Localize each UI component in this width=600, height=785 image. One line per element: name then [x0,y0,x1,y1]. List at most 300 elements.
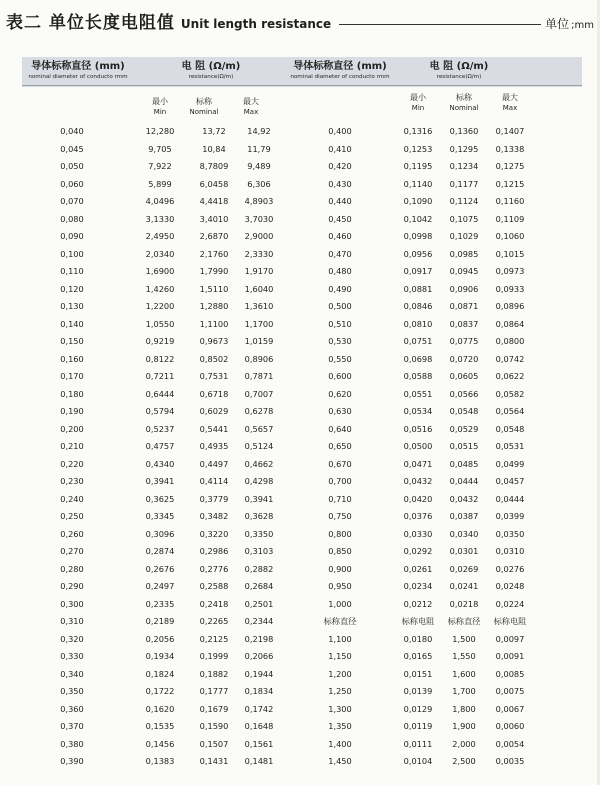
cell-nominal-right: 0,0387 [449,511,479,521]
cell-diameter-left: 0,310 [60,616,84,626]
cell-max-left: 0,6278 [244,406,274,416]
cell-min-left: 0,2874 [145,546,175,556]
cell-max-left: 0,8906 [244,353,274,364]
cell-max-right: 0,0457 [495,476,525,486]
cell-nominal-left: 0,3779 [199,493,229,504]
table-row [22,439,582,457]
cell-max-left: 0,2501 [244,598,274,609]
cell-min-right: 0,1253 [403,143,433,154]
cell-diameter-left: 0,040 [60,126,84,136]
cell-nominal-left: 0,4114 [199,476,229,486]
right-max-header-cn: 最大 [502,93,518,102]
cell-min-left: 0,1934 [145,651,175,661]
cell-diameter-left: 0,070 [60,196,84,206]
cell-max-right: 0,0973 [495,266,525,276]
cell-max-right: 0,1060 [495,231,525,241]
cell-diameter-left: 0,350 [60,686,84,696]
cell-nominal-left: 1,5110 [199,283,229,294]
cell-nominal-left: 2,1760 [199,248,229,259]
table-row [22,194,582,212]
cell-max-left: 0,7871 [244,371,274,381]
cell-diameter-right: 0,650 [328,441,352,451]
table-row [22,159,582,177]
cell-diameter-left: 0,110 [60,266,84,276]
table-row [22,474,582,492]
cell-min-right: 0,0420 [403,493,433,504]
cell-max-right: 0,0531 [495,441,525,451]
cell-min-right: 0,0180 [403,633,433,644]
cell-nominal-right: 0,0985 [449,248,479,259]
cell-diameter-right: 0,460 [328,231,352,241]
cell-max-left: 0,3350 [244,528,274,539]
cell-nominal-left: 13,72 [202,126,226,136]
left-diameter-header [28,60,128,81]
right-min-header-en: Min [411,104,425,112]
left-resistance-header-cn: 电 阻 (Ω/m) [181,61,241,72]
cell-nominal-right: 0,0269 [449,563,479,574]
cell-min-right: 0,0881 [403,283,433,294]
cell-max-right: 0,0097 [495,633,525,644]
cell-max-left: 11,79 [247,143,271,154]
cell-nominal-left: 0,1999 [199,651,229,661]
cell-nominal-left: 0,1507 [199,738,229,749]
table-row [22,737,582,755]
cell-min-left: 0,3625 [145,493,175,504]
cell-max-right: 0,1109 [495,213,525,224]
cell-nominal-right: 0,0605 [449,371,479,381]
cell-max-left: 1,6040 [244,283,274,294]
cell-diameter-right: 0,620 [328,388,352,399]
cell-max-right: 0,0582 [495,388,525,399]
cell-min-left: 0,2497 [145,581,175,591]
cell-diameter-right: 1,300 [328,703,352,714]
right-max-header [488,92,532,114]
table-row [22,544,582,562]
cell-nominal-right: 0,0515 [449,441,479,451]
cell-diameter-left: 0,090 [60,231,84,241]
cell-diameter-right: 0,800 [328,528,352,539]
cell-min-right: 0,0165 [403,651,433,661]
cell-min-left: 0,2676 [145,563,175,574]
cell-nominal-right: 0,0548 [449,406,479,416]
table-row [22,614,582,632]
right-nominal-header-cn: 标称 [456,93,472,102]
left-nominal-header-cn: 标称 [196,97,212,106]
unit-value: ;mm [571,20,594,31]
cell-min-right: 0,0534 [403,406,433,416]
cell-min-right: 0,0698 [403,353,433,364]
cell-nominal-left: 0,3220 [199,528,229,539]
cell-nominal-left: 0,4497 [199,458,229,469]
cell-min-left: 0,3941 [145,476,175,486]
cell-max-right: 0,0085 [495,668,525,679]
resistance-table [22,124,582,772]
cell-diameter-left: 0,320 [60,633,84,644]
cell-min-left: 2,0340 [145,248,175,259]
cell-max-left: 0,5124 [244,441,274,451]
cell-min-left: 3,1330 [145,213,175,224]
left-max-header [229,96,273,118]
cell-nominal-right: 0,1075 [449,213,479,224]
cell-min-right: 0,1042 [403,213,433,224]
cell-min-left: 4,0496 [145,196,175,206]
cell-min-right: 0,0376 [403,511,433,521]
cell-max-right: 0,0896 [495,301,525,311]
cell-max-right: 0,0248 [495,581,525,591]
cell-max-right: 0,0548 [495,423,525,434]
cell-max-left: 0,2684 [244,581,274,591]
cell-diameter-right: 0,850 [328,546,352,556]
cell-max-right: 0,0035 [495,756,525,766]
cell-max-left: 0,2198 [244,633,274,644]
cell-diameter-left: 0,140 [60,318,84,329]
cell-diameter-left: 0,260 [60,528,84,539]
cell-nominal-left: 0,4935 [199,441,229,451]
right-resistance-header-cn: 电 阻 (Ω/m) [429,61,489,72]
cell-diameter-left: 0,300 [60,598,84,609]
cell-diameter-right: 0,410 [328,143,352,154]
table-row [22,562,582,580]
cell-max-left: 0,1561 [244,738,274,749]
cell-max-left: 14,92 [247,126,271,136]
cell-nominal-right: 0,0485 [449,458,479,469]
cell-max-right: 0,0350 [495,528,525,539]
right-nominal-header [442,92,486,114]
cell-nominal-right: 标称直径 [447,616,481,626]
cell-diameter-left: 0,100 [60,248,84,259]
cell-max-left: 0,2344 [244,616,274,626]
left-max-header-cn: 最大 [243,97,259,106]
cell-min-left: 0,9219 [145,336,175,346]
table-row [22,667,582,685]
table-row [22,317,582,335]
cell-min-right: 0,0212 [403,598,433,609]
cell-max-left: 1,9170 [244,266,274,276]
cell-diameter-left: 0,150 [60,336,84,346]
cell-diameter-left: 0,060 [60,178,84,189]
cell-nominal-right: 0,1124 [449,196,479,206]
cell-max-left: 1,1700 [244,318,274,329]
cell-min-right: 0,0261 [403,563,433,574]
cell-min-left: 5,899 [148,178,172,189]
cell-diameter-right: 0,500 [328,301,352,311]
right-diameter-header-en: nominal diameter of conducto rmm [290,74,390,80]
table-row [22,264,582,282]
cell-min-right: 0,0119 [403,721,433,731]
cell-diameter-left: 0,390 [60,756,84,766]
cell-min-right: 0,0551 [403,388,433,399]
cell-max-right: 标称电阻 [493,616,527,626]
left-min-header-cn: 最小 [152,97,168,106]
cell-nominal-right: 0,0340 [449,528,479,539]
table-row [22,719,582,737]
table-row [22,299,582,317]
table-row [22,177,582,195]
cell-min-left: 0,5237 [145,423,175,434]
cell-max-right: 0,0444 [495,493,525,504]
cell-min-left: 0,6444 [145,388,175,399]
cell-max-right: 0,0800 [495,336,525,346]
cell-diameter-right: 1,150 [328,651,352,661]
cell-max-left: 6,306 [247,178,271,189]
right-diameter-header-cn: 导体标称直径 (mm) [293,61,387,72]
cell-nominal-right: 0,0837 [449,318,479,329]
right-resistance-header [424,60,494,81]
cell-max-right: 0,1160 [495,196,525,206]
cell-nominal-right: 1,800 [452,703,476,714]
cell-nominal-left: 8,7809 [199,161,229,171]
cell-diameter-left: 0,180 [60,388,84,399]
cell-diameter-right: 1,450 [328,756,352,766]
right-resistance-header-en: resistance(Ω/m) [436,74,482,80]
cell-min-left: 0,1383 [145,756,175,766]
cell-max-right: 0,1275 [495,161,525,171]
table-row [22,124,582,142]
cell-min-left: 12,280 [145,126,175,136]
cell-diameter-left: 0,050 [60,161,84,171]
cell-nominal-left: 0,7531 [199,371,229,381]
cell-diameter-right: 0,710 [328,493,352,504]
table-row [22,369,582,387]
table-row [22,754,582,772]
cell-min-right: 0,0998 [403,231,433,241]
cell-nominal-left: 0,2125 [199,633,229,644]
cell-diameter-right: 1,400 [328,738,352,749]
cell-nominal-right: 1,700 [452,686,476,696]
table-row [22,597,582,615]
left-min-header-en: Min [153,108,167,116]
cell-nominal-right: 2,500 [452,756,476,766]
cell-max-right: 0,0060 [495,721,525,731]
table-row [22,457,582,475]
table-row [22,212,582,230]
cell-diameter-left: 0,360 [60,703,84,714]
cell-max-right: 0,0564 [495,406,525,416]
cell-diameter-right: 0,670 [328,458,352,469]
cell-min-left: 0,1722 [145,686,175,696]
cell-nominal-right: 0,0301 [449,546,479,556]
cell-max-right: 0,0742 [495,353,525,364]
cell-nominal-left: 10,84 [202,143,226,154]
cell-min-right: 0,0139 [403,686,433,696]
cell-min-right: 标称电阻 [401,616,435,626]
cell-diameter-left: 0,240 [60,493,84,504]
cell-min-left: 2,4950 [145,231,175,241]
cell-min-left: 9,705 [148,143,172,154]
cell-nominal-left: 1,2880 [199,301,229,311]
cell-nominal-left: 4,4418 [199,196,229,206]
cell-diameter-right: 0,440 [328,196,352,206]
cell-max-left: 0,1648 [244,721,274,731]
right-nominal-header-en: Nominal [449,104,479,112]
cell-diameter-left: 0,210 [60,441,84,451]
table-row [22,492,582,510]
cell-min-left: 1,4260 [145,283,175,294]
cell-min-right: 0,1140 [403,178,433,189]
cell-diameter-right: 1,100 [328,633,352,644]
cell-nominal-right: 0,0218 [449,598,479,609]
cell-nominal-right: 1,550 [452,651,476,661]
cell-diameter-left: 0,270 [60,546,84,556]
left-diameter-header-en: nominal diameter of conducto rmm [28,74,128,80]
cell-nominal-right: 1,600 [452,668,476,679]
table-row [22,684,582,702]
cell-nominal-left: 0,9673 [199,336,229,346]
table-row [22,387,582,405]
cell-min-left: 0,8122 [145,353,175,364]
header-divider [22,85,582,86]
cell-diameter-left: 0,080 [60,213,84,224]
cell-max-left: 0,1742 [244,703,274,714]
cell-nominal-right: 0,1177 [449,178,479,189]
cell-max-left: 3,7030 [244,213,274,224]
cell-nominal-left: 1,7990 [199,266,229,276]
cell-min-right: 0,0956 [403,248,433,259]
cell-min-left: 0,2335 [145,598,175,609]
table-row [22,229,582,247]
cell-nominal-right: 0,0444 [449,476,479,486]
cell-diameter-left: 0,120 [60,283,84,294]
cell-diameter-left: 0,190 [60,406,84,416]
cell-diameter-right: 0,480 [328,266,352,276]
cell-max-left: 2,3330 [244,248,274,259]
cell-max-right: 0,0310 [495,546,525,556]
cell-nominal-right: 0,0945 [449,266,479,276]
cell-max-left: 0,1944 [244,668,274,679]
cell-min-right: 0,0846 [403,301,433,311]
cell-diameter-right: 0,640 [328,423,352,434]
cell-diameter-right: 0,750 [328,511,352,521]
cell-max-left: 0,3941 [244,493,274,504]
cell-diameter-left: 0,045 [60,143,84,154]
cell-max-right: 0,0499 [495,458,525,469]
cell-diameter-right: 1,250 [328,686,352,696]
cell-diameter-right: 0,630 [328,406,352,416]
cell-max-right: 0,0054 [495,738,525,749]
cell-min-right: 0,0151 [403,668,433,679]
cell-max-left: 0,4298 [244,476,274,486]
cell-min-right: 0,0917 [403,266,433,276]
cell-nominal-right: 2,000 [452,738,476,749]
cell-max-left: 0,3103 [244,546,274,556]
left-nominal-header-en: Nominal [189,108,219,116]
cell-min-left: 0,3345 [145,511,175,521]
cell-min-left: 0,5794 [145,406,175,416]
cell-nominal-right: 0,1029 [449,231,479,241]
cell-nominal-left: 0,1882 [199,668,229,679]
left-diameter-header-cn: 导体标称直径 (mm) [31,61,125,72]
table-row [22,142,582,160]
cell-nominal-left: 0,1590 [199,721,229,731]
cell-nominal-right: 1,500 [452,633,476,644]
table-row [22,702,582,720]
cell-min-right: 0,1195 [403,161,433,171]
cell-min-right: 0,0292 [403,546,433,556]
cell-diameter-right: 0,420 [328,161,352,171]
cell-diameter-right: 1,000 [328,598,352,609]
cell-max-right: 0,0933 [495,283,525,294]
cell-min-left: 1,0550 [145,318,175,329]
cell-max-left: 0,2066 [244,651,274,661]
table-title-en: Unit length resistance [180,17,332,31]
cell-diameter-left: 0,330 [60,651,84,661]
cell-diameter-right: 0,430 [328,178,352,189]
left-nominal-header [182,96,226,118]
cell-min-left: 0,1620 [145,703,175,714]
cell-min-right: 0,0104 [403,756,433,766]
cell-nominal-right: 0,0241 [449,581,479,591]
cell-nominal-left: 0,6029 [199,406,229,416]
cell-nominal-right: 0,0566 [449,388,479,399]
title-underline [339,24,541,25]
cell-diameter-right: 0,950 [328,581,352,591]
left-min-header [138,96,182,118]
cell-nominal-left: 0,2986 [199,546,229,556]
cell-nominal-left: 0,8502 [199,353,229,364]
cell-min-left: 0,3096 [145,528,175,539]
cell-diameter-left: 0,280 [60,563,84,574]
cell-max-left: 1,3610 [244,301,274,311]
cell-min-left: 1,2200 [145,301,175,311]
cell-min-left: 0,1824 [145,668,175,679]
cell-diameter-left: 0,370 [60,721,84,731]
unit-label: 单位 [545,17,570,31]
cell-max-left: 0,1834 [244,686,274,696]
cell-min-right: 0,0234 [403,581,433,591]
cell-max-right: 0,0224 [495,598,525,609]
table-row [22,649,582,667]
cell-diameter-right: 0,530 [328,336,352,346]
cell-nominal-left: 0,2588 [199,581,229,591]
left-resistance-header [176,60,246,81]
cell-min-right: 0,0471 [403,458,433,469]
cell-diameter-right: 0,550 [328,353,352,364]
cell-diameter-right: 0,470 [328,248,352,259]
cell-nominal-left: 3,4010 [199,213,229,224]
cell-max-right: 0,1015 [495,248,525,259]
right-max-header-en: Max [502,104,518,112]
cell-diameter-right: 0,450 [328,213,352,224]
table-row [22,422,582,440]
cell-min-left: 1,6900 [145,266,175,276]
cell-diameter-right: 0,600 [328,371,352,381]
table-row [22,352,582,370]
cell-min-left: 0,7211 [145,371,175,381]
cell-nominal-left: 1,1100 [199,318,229,329]
cell-nominal-left: 0,2265 [199,616,229,626]
title-row [6,8,594,32]
cell-nominal-left: 0,1679 [199,703,229,714]
cell-diameter-right: 1,350 [328,721,352,731]
cell-nominal-left: 0,2776 [199,563,229,574]
cell-min-right: 0,0810 [403,318,433,329]
cell-min-left: 7,922 [148,161,172,171]
cell-diameter-right: 0,510 [328,318,352,329]
cell-diameter-left: 0,170 [60,371,84,381]
table-row [22,247,582,265]
right-diameter-header [290,60,390,81]
cell-nominal-left: 0,1431 [199,756,229,766]
cell-nominal-right: 0,0720 [449,353,479,364]
cell-max-left: 0,2882 [244,563,274,574]
cell-nominal-left: 0,3482 [199,511,229,521]
cell-nominal-left: 0,6718 [199,388,229,399]
table-row [22,282,582,300]
cell-max-left: 0,3628 [244,511,274,521]
cell-diameter-right: 1,200 [328,668,352,679]
table-row [22,579,582,597]
cell-max-right: 0,0622 [495,371,525,381]
